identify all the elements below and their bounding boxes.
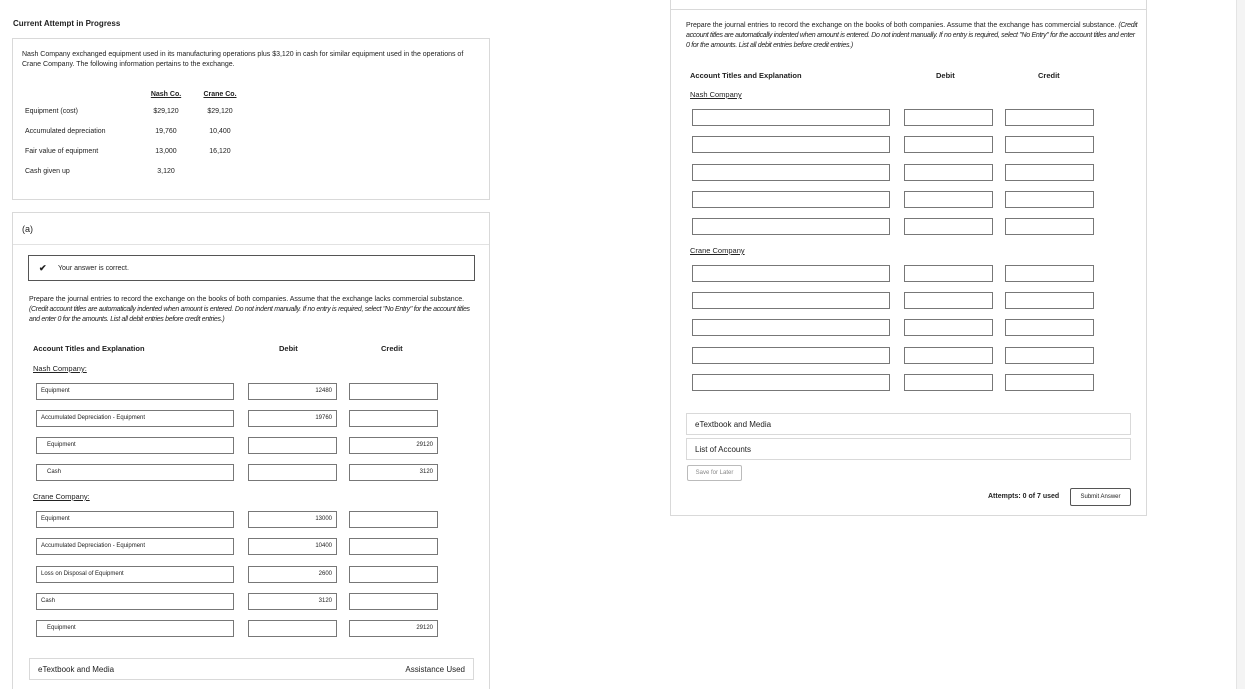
credit-input[interactable]: 3120: [349, 464, 438, 481]
account-input[interactable]: [692, 164, 890, 181]
list-of-accounts-label: List of Accounts: [695, 445, 752, 454]
credit-input[interactable]: [349, 511, 438, 528]
info-header-nash: Nash Co.: [150, 90, 182, 98]
debit-input[interactable]: [904, 265, 993, 282]
credit-input[interactable]: [1005, 265, 1094, 282]
crane-value: 10,400: [209, 127, 231, 135]
credit-input[interactable]: [1005, 164, 1094, 181]
account-input[interactable]: [692, 292, 890, 309]
debit-input[interactable]: [904, 347, 993, 364]
credit-input[interactable]: [349, 410, 438, 427]
nash-value: 19,760: [155, 127, 177, 135]
part-b-instructions: [686, 21, 1138, 51]
instructions-note: (Credit account titles are automatically indented when amount is entered. Do not indent manually. If no entry is required, select "No Entry" for the account titles and enter 0 for the amounts. List all debit entries before credit entries.): [29, 306, 470, 323]
debit-input[interactable]: [904, 218, 993, 235]
crane-company-label: Crane Company:: [33, 492, 90, 501]
table-row: [25, 161, 247, 181]
page-scrollbar[interactable]: [1236, 0, 1245, 689]
row-label: Fair value of equipment: [25, 147, 99, 155]
debit-input[interactable]: [904, 319, 993, 336]
account-input[interactable]: Equipment: [36, 437, 234, 454]
debit-input[interactable]: 2600: [248, 566, 337, 583]
credit-input[interactable]: [1005, 191, 1094, 208]
credit-input[interactable]: [1005, 109, 1094, 126]
account-input[interactable]: Accumulated Depreciation - Equipment: [36, 538, 234, 555]
account-input[interactable]: Accumulated Depreciation - Equipment: [36, 410, 234, 427]
crane-value: $29,120: [207, 107, 233, 115]
instructions-text: Prepare the journal entries to record the exchange on the books of both companies. Assume that the exchange lacks commercial substance.: [29, 296, 465, 303]
debit-input[interactable]: [248, 437, 337, 454]
credit-input[interactable]: [349, 383, 438, 400]
account-input[interactable]: Equipment: [36, 383, 234, 400]
assistance-used-label: Assistance Used: [405, 665, 465, 674]
credit-input[interactable]: [349, 593, 438, 610]
debit-input[interactable]: 3120: [248, 593, 337, 610]
credit-input[interactable]: [1005, 319, 1094, 336]
instructions-note: (Credit account titles are automatically indented when amount is entered. Do not indent manually. If no entry is required, select "No Entry" for the account titles and enter 0 for the amounts. List all debit entries before credit entries.): [686, 22, 1138, 49]
nash-company-label: Nash Company:: [33, 364, 87, 373]
table-row: [25, 101, 247, 121]
nash-value: $29,120: [153, 107, 179, 115]
info-header-crane: Crane Co.: [203, 90, 237, 98]
credit-input[interactable]: [349, 538, 438, 555]
crane-value: [193, 161, 247, 181]
nash-value: 13,000: [155, 147, 177, 155]
instructions-text: Prepare the journal entries to record the exchange on the books of both companies. Assume that the exchange has commercial substance.: [686, 22, 1117, 29]
debit-input[interactable]: [904, 136, 993, 153]
account-input[interactable]: Equipment: [36, 511, 234, 528]
debit-input[interactable]: [904, 374, 993, 391]
part-a-header: [13, 213, 489, 245]
part-a-panel: [12, 212, 490, 689]
nash-value: 3,120: [157, 167, 175, 175]
credit-column-header: Credit: [1038, 71, 1060, 80]
crane-company-label: Crane Company: [690, 246, 745, 255]
credit-input[interactable]: [1005, 218, 1094, 235]
debit-column-header: Debit: [936, 71, 955, 80]
debit-input[interactable]: [904, 109, 993, 126]
account-input[interactable]: [692, 109, 890, 126]
crane-value: 16,120: [209, 147, 231, 155]
account-input[interactable]: [692, 218, 890, 235]
submit-answer-button[interactable]: Submit Answer: [1070, 488, 1131, 506]
credit-input[interactable]: [1005, 347, 1094, 364]
account-input[interactable]: [692, 319, 890, 336]
debit-input[interactable]: [248, 620, 337, 637]
part-b-divider: [671, 9, 1146, 10]
credit-input[interactable]: 29120: [349, 620, 438, 637]
etextbook-link[interactable]: [29, 658, 474, 680]
account-input[interactable]: [692, 347, 890, 364]
info-header-blank: [25, 87, 139, 101]
etextbook-label: eTextbook and Media: [38, 665, 115, 674]
row-label: Accumulated depreciation: [25, 127, 106, 135]
debit-column-header: Debit: [279, 344, 298, 353]
debit-input[interactable]: 10400: [248, 538, 337, 555]
part-b-panel: [670, 0, 1147, 516]
attempts-counter: Attempts: 0 of 7 used: [988, 493, 1060, 500]
part-a-label: (a): [22, 224, 33, 234]
checkmark-icon: ✔: [39, 263, 47, 273]
table-row: [25, 141, 247, 161]
row-label: Cash given up: [25, 167, 70, 175]
account-input[interactable]: Cash: [36, 464, 234, 481]
debit-input[interactable]: [904, 292, 993, 309]
account-column-header: Account Titles and Explanation: [33, 344, 145, 353]
list-of-accounts-link[interactable]: [686, 438, 1131, 460]
credit-column-header: Credit: [381, 344, 403, 353]
etextbook-label: eTextbook and Media: [695, 420, 772, 429]
account-input[interactable]: [692, 191, 890, 208]
nash-company-label: Nash Company: [690, 90, 742, 99]
correct-message: Your answer is correct.: [58, 265, 129, 272]
account-input[interactable]: Loss on Disposal of Equipment: [36, 566, 234, 583]
table-row: [25, 121, 247, 141]
debit-input[interactable]: 19760: [248, 410, 337, 427]
debit-input[interactable]: 12480: [248, 383, 337, 400]
etextbook-link[interactable]: [686, 413, 1131, 435]
credit-input[interactable]: 29120: [349, 437, 438, 454]
account-column-header: Account Titles and Explanation: [690, 71, 802, 80]
problem-text: Nash Company exchanged equipment used in its manufacturing operations plus $3,120 in cash for similar equipment used in the operations of Crane Company. The following information pertains to the exchange.: [22, 51, 464, 68]
exchange-info-table: [25, 87, 247, 181]
part-a-instructions: [29, 295, 479, 325]
debit-input[interactable]: [904, 164, 993, 181]
credit-input[interactable]: [1005, 374, 1094, 391]
credit-input[interactable]: [1005, 292, 1094, 309]
account-input[interactable]: [692, 374, 890, 391]
debit-input[interactable]: [904, 191, 993, 208]
credit-input[interactable]: [349, 566, 438, 583]
row-label: Equipment (cost): [25, 107, 78, 115]
account-input[interactable]: Equipment: [36, 620, 234, 637]
problem-statement-panel: [12, 38, 490, 200]
debit-input[interactable]: 13000: [248, 511, 337, 528]
correct-answer-banner: [28, 255, 475, 281]
credit-input[interactable]: [1005, 136, 1094, 153]
account-input[interactable]: [692, 265, 890, 282]
account-input[interactable]: Cash: [36, 593, 234, 610]
debit-input[interactable]: [248, 464, 337, 481]
save-for-later-button[interactable]: Save for Later: [687, 465, 742, 481]
page-title: Current Attempt in Progress: [13, 19, 121, 28]
account-input[interactable]: [692, 136, 890, 153]
